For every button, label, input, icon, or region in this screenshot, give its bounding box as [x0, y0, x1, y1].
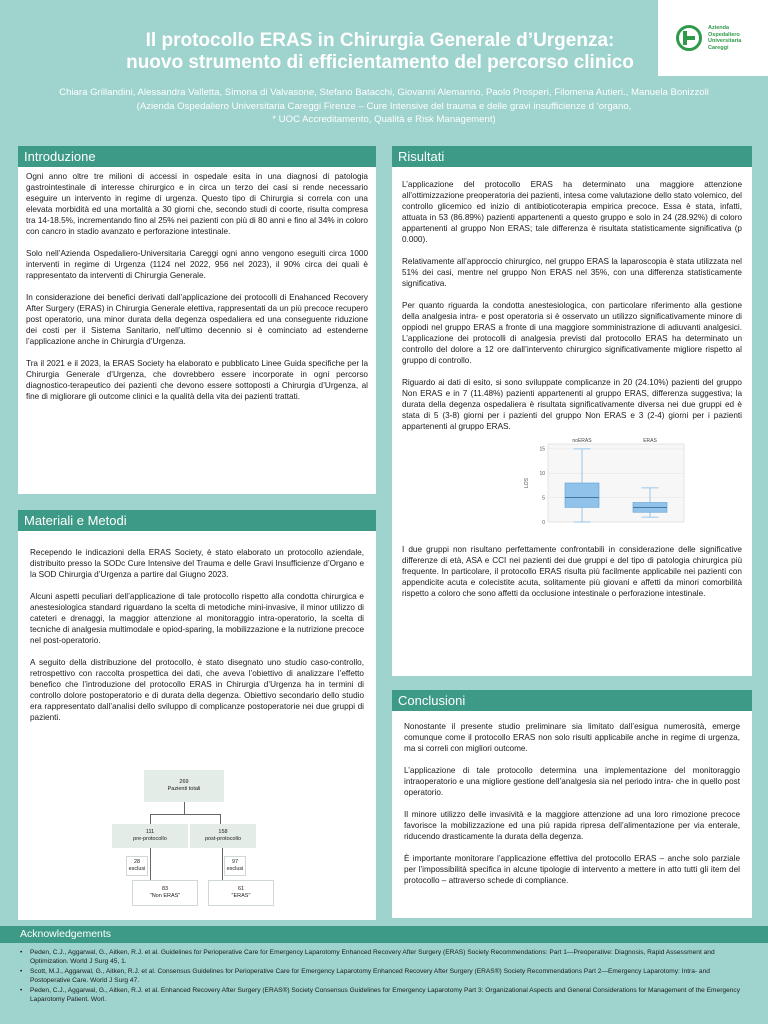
y-tick-label: 5 [542, 495, 545, 502]
flow-non-eras-n: 83 [161, 886, 169, 892]
conclusioni-paragraph: È importante monitorare l’applicazione effettiva del protocollo ERAS – anche solo parziale per l’impossibilità specifica in alcune tipologie di intervento a mettere in atto tutti gli item del protocollo – attraverso schede di compliance. [404, 854, 740, 885]
title-line-1: Il protocollo ERAS in Chirurgia Generale d’Urgenza: [145, 30, 615, 51]
poster-title [100, 30, 660, 74]
flow-total-box [144, 770, 224, 802]
materiali-heading: Materiali e Metodi [18, 510, 376, 531]
risultati-paragraph: Relativamente all’approccio chirurgico, nel gruppo ERAS la laparoscopia è stata utilizzata nel 51% dei casi, mentre nel gruppo Non ERAS nel 35%, con una differenza statisticamente significativa. [402, 257, 742, 288]
intro-paragraph: Ogni anno oltre tre milioni di accessi in ospedale esita in una diagnosi di patologia gastrointestinale di interesse chirurgico e in circa un terzo dei casi si rende necessario eseguire un intervento in regime di urgenza. Questo tipo di Chirurgia si correla con una elevata morbidità ed una mortalità a 30 giorni che, secondo studi di coorte, risulta compresa tra 14-18.5%, incrementando fino al 25% nei pazienti con più di 80 anni e fino al 34% in coloro con cancro in stadio avanzato e perforazione intestinale. [26, 172, 368, 236]
flow-connector [184, 802, 185, 814]
boxplot-svg [520, 436, 690, 532]
title-line-2: nuovo strumento di efficientamento del percorso clinico [126, 52, 634, 73]
flow-pre-excl-n: 28 [133, 859, 141, 865]
los-boxplot [402, 436, 742, 536]
intro-paragraph: Solo nell’Azienda Ospedaliero-Universitaria Careggi ogni anno vengono eseguiti circa 1000 interventi in regime di Urgenza (1124 nel 2022, 956 nel 2023), il 90% circa dei quali è rappresentato da interventi di Chirurgia Generale. [26, 249, 368, 280]
materiali-paragraph: A seguito della distribuzione del protocollo, è stato disegnato uno studio caso-controllo, retrospettivo con raccolta prospettica dei dati, che aveva l’obiettivo di analizzare l’effetto benefico che l’introduzione del protocollo ERAS in Chirurgia d’Urgenza ha in termini di controllo dolore postoperatorio e di durata della degenza. Obiettivo secondario dello studio era rappresentato dall’analisi dello sviluppo di complicanze postoperatorie nei due gruppi di pazienti. [30, 658, 364, 722]
reference-item: • Peden, C.J., Aggarwal, G., Aitken, R.J. et al. Enhanced Recovery After Surgery (ERAS®) Society Consensus Guidelines for Emergency Laparotomy Part 3: Organizational Aspects and General Considerations for Management of the Emergency Laparotomy Patient. Worl. [20, 987, 748, 1004]
risultati-panel [392, 146, 752, 676]
flow-pre-box [112, 824, 188, 848]
flow-connector [150, 814, 151, 824]
conclusioni-paragraph: Nonostante il presente studio preliminare sia limitato dall’esigua numerosità, emerge comunque come il protocollo ERAS non solo risulti applicabile anche in regime di urgenza, ma si correli con migliori outcome. [404, 722, 740, 753]
conclusioni-heading: Conclusioni [392, 690, 752, 711]
flow-post-excl-n: 97 [231, 859, 239, 865]
category-label: noERAS [572, 438, 592, 444]
authors-block [0, 86, 768, 127]
affiliation-2: * UOC Accreditamento, Qualità e Risk Management) [272, 114, 496, 125]
reference-item: • Peden, C.J., Aggarwal, G., Aitken, R.J. et al. Guidelines for Perioperative Care for Emergency Laparotomy Enhanced Recovery After Surgery (ERAS) Society Recommendations: Part 1—Preoperative: Diagnosis, Rapid Assessment and Optimization. World J Surg 45, 1. [20, 949, 748, 966]
flow-non-eras-box [132, 880, 198, 906]
y-tick-label: 0 [542, 519, 545, 526]
flow-eras-label: "ERAS" [231, 893, 251, 899]
risultati-paragraph: I due gruppi non risultano perfettamente confrontabili in considerazione delle significative differenze di età, ASA e CCI nei pazienti dei due gruppi e del tipo di patologia chirurgica più frequente. In particolare, il protocollo ERAS risulta più facilmente applicabile nei pazienti con appendicite acuta e colecistite acuta, solitamente più giovani e affetti da minori comorbilità rispetto a coloro che sono affetti da occlusione intestinale o perforazione intestinale. [402, 545, 742, 598]
acknowledgements-heading: Acknowledgements [0, 926, 768, 943]
flow-post-box [190, 824, 256, 848]
flow-eras-n: 61 [237, 886, 245, 892]
logo-text: Azienda Ospedaliero Universitaria Careggi [708, 25, 742, 51]
risultati-paragraph: Per quanto riguarda la condotta anestesiologica, con particolare riferimento alla gestione della analgesia intra- e post operatoria si è osservato un utilizzo significativamente minore di oppiodi nel gruppo ERAS a fronte di una maggiore somministrazione di adiuvanti analgesici. L’applicazione dei protocolli di analgesia previsti dal protocollo ERAS ha determinato un controllo del dolore a 12 ore dall’intervento chirurgico significativamente migliore rispetto al gruppo di controllo. [402, 301, 742, 365]
flow-post-excl-label: esclusi [226, 866, 244, 872]
careggi-logo-icon [676, 25, 702, 51]
flow-pre-n: 111 [145, 829, 155, 835]
flow-non-eras-label: "Non ERAS" [149, 893, 181, 899]
flow-pre-excluded-box [126, 856, 148, 876]
introduzione-heading: Introduzione [18, 146, 376, 167]
authors: Chiara Grillandini, Alessandra Valletta, Simona di Valvasone, Stefano Batacchi, Giovanni Alemanno, Paolo Prosperi, Filomena Autieri., Manuela Bonizzoli [59, 87, 709, 98]
affiliation-1: (Azienda Ospedaliero Universitaria Careggi Firenze – Cure Intensive del trauma e delle gravi insufficienze d ‘organo, [136, 100, 632, 112]
flow-connector [150, 848, 151, 880]
materiali-paragraph: Recependo le indicazioni della ERAS Society, è stato elaborato un protocollo aziendale, distribuito presso la SODc Cure Intensive del Trauma e delle Gravi Insufficienze d’Organo e la SOD Chirurgia d’Urgenza a partire dal Giugno 2023. [30, 548, 364, 579]
flow-eras-box [208, 880, 274, 906]
conclusioni-panel [392, 690, 752, 918]
flow-connector [222, 848, 223, 880]
y-tick-label: 15 [539, 446, 545, 453]
hospital-logo [658, 0, 768, 76]
risultati-paragraph: L’applicazione del protocollo ERAS ha determinato una maggiore attenzione all’ottimizzazione preoperatoria dei pazienti, intesa come valutazione dello stato volemico, del controllo glicemico ed inizio di antibioticoterapia empirica precoce. Essa è stata, infatti, attuata in 53 (86.89%) pazienti appartenenti a questo gruppo e solo in 24 (28.92%) di coloro appartenenti al gruppo Non ERAS; tale differenza è risultata statisticamente significativa (p 0.000). [402, 180, 742, 244]
introduzione-panel [18, 146, 376, 494]
flow-total-n: 269 [179, 779, 189, 785]
acknowledgements-section [0, 926, 768, 1024]
flow-total-label: Pazienti totali [167, 786, 201, 792]
box [565, 483, 599, 507]
intro-paragraph: Tra il 2021 e il 2023, la ERAS Society ha elaborato e pubblicato Linee Guida specifiche per la Chirurgia Generale d’Urgenza, che dovrebbero essere incorporate in ogni percorso diagnostico-terapeutico dei pazienti che devono essere sottoposti a Chirurgia d’Urgenza, al fine di migliorare gli outcome clinici e la qualità della vita dei pazienti trattati. [26, 359, 368, 401]
category-label: ERAS [643, 438, 657, 444]
references-list [0, 943, 768, 1004]
flow-post-n: 158 [218, 829, 228, 835]
flow-pre-excl-label: esclusi [128, 866, 146, 872]
intro-paragraph: In considerazione dei benefici derivati dall’applicazione dei protocolli di Enahanced Recovery After Surgery (ERAS) in Chirurgia Generale elettiva, rappresentati da un più precoce recupero post operatorio, una minor durata della degenza ospedaliera ed una conseguente riduzione dei costi per il Sistema Sanitario, nell’ultimo decennio si è cominciato ad estenderne l’applicazione anche in Chirurgia d’Urgenza. [26, 293, 368, 346]
reference-item: • Scott, M.J., Aggarwal, G., Aitken, R.J. et al. Consensus Guidelines for Perioperative Care for Emergency Laparotomy Enhanced Recovery After Surgery (ERAS®) Society Recommendations Part 2—Emergency Laparotomy: Intra- and Postoperative Care. World J Surg 47. [20, 968, 748, 985]
flow-post-label: post-protocollo [204, 836, 242, 842]
flow-connector [150, 814, 220, 815]
y-tick-label: 10 [539, 471, 545, 478]
risultati-paragraph: Riguardo ai dati di esito, si sono sviluppate complicanze in 20 (24.10%) pazienti del gruppo Non ERAS e in 7 (11.48%) pazienti appartenenti al gruppo ERAS, differenza suggestiva; la durata della degenza ospedaliera è risultata significativamente diversa nei due gruppi ed è stata di 5 (3-8) giorni per i pazienti del gruppo Non ERAS e 3 (2-4) giorni per i pazienti appartenenti al gruppo ERAS. [402, 378, 742, 431]
conclusioni-paragraph: L’applicazione di tale protocollo determina una implementazione del monitoraggio intraoperatorio e una migliore gestione dell’analgesia sia nel periodo intra- che in quello post operatorio. [404, 766, 740, 797]
flow-pre-label: pre-protocollo [133, 836, 167, 842]
conclusioni-paragraph: Il minore utilizzo delle invasività e la maggiore attenzione ad una loro rimozione precoce favorisce la mobilizzazione ed una più rapida ripresa dell’alimentazione per via enterale, riducendo drasticamente la durata della degenza. [404, 810, 740, 841]
flow-connector [220, 814, 221, 824]
y-axis-label: LOS [524, 477, 530, 489]
risultati-heading: Risultati [392, 146, 752, 167]
flow-post-excluded-box [224, 856, 246, 876]
materiali-paragraph: Alcuni aspetti peculiari dell’applicazione di tale protocollo rispetto alla condotta chirurgica e anestesiologica standard riguardano la scelta di metodiche mini-invasive, il minor utilizzo di cateteri e drenaggi, la maggior attenzione al monitoraggio intra-operatorio, la scelta di tecniche di analgesia multimodale e opiod-sparing, la mobilizzazione e la nutrizione precoce nel post-operatorio. [30, 592, 364, 645]
patient-flow-diagram [18, 766, 376, 926]
materiali-panel [18, 510, 376, 920]
